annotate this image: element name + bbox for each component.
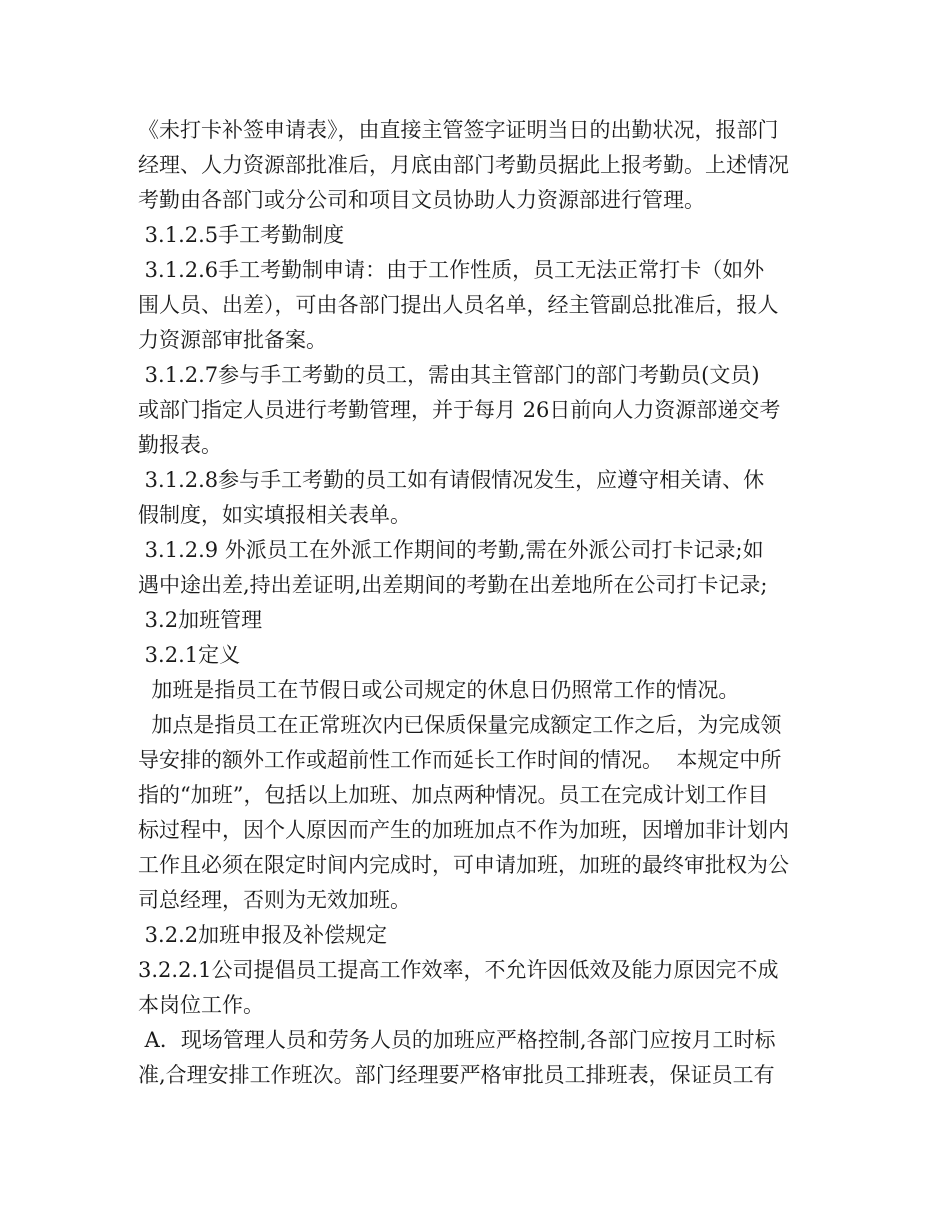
text-line: 3.1.2.8参与手工考勤的员工如有请假情况发生，应遵守相关请、休 xyxy=(138,468,765,492)
text-line: 3.1.2.9 外派员工在外派工作期间的考勤,需在外派公司打卡记录;如 xyxy=(138,538,764,562)
section-heading: 3.2加班管理 xyxy=(138,608,263,632)
document-body xyxy=(138,113,818,1093)
section-heading: 3.2.1定义 xyxy=(138,643,241,667)
text-line: A．现场管理人员和劳务人员的加班应严格控制,各部门应按月工时标 xyxy=(138,1028,776,1052)
text-line: 围人员、出差），可由各部门提出人员名单，经主管副总批准后，报人 xyxy=(138,293,779,317)
text-line: 遇中途出差,持出差证明,出差期间的考勤在出差地所在公司打卡记录; xyxy=(138,573,768,597)
text-line: 标过程中，因个人原因而产生的加班加点不作为加班，因增加非计划内 xyxy=(138,818,789,842)
text-line: 勤报表。 xyxy=(138,433,222,457)
text-line: 考勤由各部门或分公司和项目文员协助人力资源部进行管理。 xyxy=(138,188,705,212)
text-line: 司总经理，否则为无效加班。 xyxy=(138,888,411,912)
text-line: 力资源部审批备案。 xyxy=(138,328,327,352)
text-line: 3.2.2.1公司提倡员工提高工作效率，不允许因低效及能力原因完不成 xyxy=(138,958,779,982)
section-heading: 3.1.2.5手工考勤制度 xyxy=(138,223,345,247)
text-line: 3.1.2.7参与手工考勤的员工，需由其主管部门的部门考勤员(文员) xyxy=(138,363,760,387)
text-line: 本岗位工作。 xyxy=(138,993,264,1017)
text-line: 导安排的额外工作或超前性工作而延长工作时间的情况。 本规定中所 xyxy=(138,748,782,772)
text-line: 经理、人力资源部批准后，月底由部门考勤员据此上报考勤。上述情况 xyxy=(138,153,789,177)
text-line: 准,合理安排工作班次。部门经理要严格审批员工排班表，保证员工有 xyxy=(138,1063,775,1087)
text-line: 加点是指员工在正常班次内已保质保量完成额定工作之后，为完成领 xyxy=(138,713,782,737)
text-line: 指的“加班”，包括以上加班、加点两种情况。员工在完成计划工作目 xyxy=(138,783,769,807)
text-line: 工作且必须在限定时间内完成时，可申请加班，加班的最终审批权为公 xyxy=(138,853,789,877)
text-line: 3.1.2.6手工考勤制申请：由于工作性质，员工无法正常打卡（如外 xyxy=(138,258,765,282)
text-line: 假制度，如实填报相关表单。 xyxy=(138,503,411,527)
section-heading: 3.2.2加班申报及补偿规定 xyxy=(138,923,388,947)
text-line: 《未打卡补签申请表》，由直接主管签字证明当日的出勤状况，报部门 xyxy=(138,118,779,142)
text-line: 加班是指员工在节假日或公司规定的休息日仍照常工作的情况。 xyxy=(138,678,740,702)
text-line: 或部门指定人员进行考勤管理，并于每月 26日前向人力资源部递交考 xyxy=(138,398,781,422)
